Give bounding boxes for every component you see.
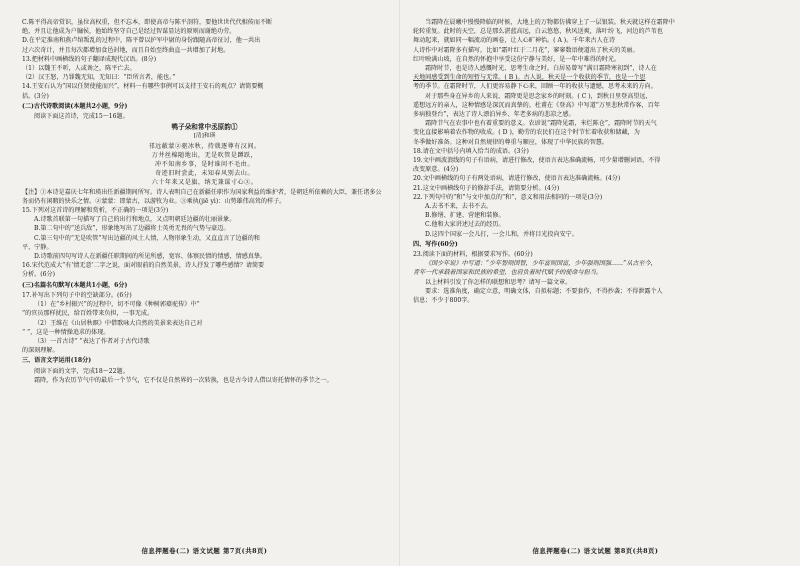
text-line: 舞动起来，就如同一幅流动的画卷，让人心旷神怡。( A )。千年来古人在诗 bbox=[413, 37, 615, 45]
section-heading: 四、写作(60分) bbox=[413, 240, 458, 248]
question-20: 20.文中画横线的句子有两处语病，请进行修改，使语言表达准确流畅。(4分) bbox=[413, 175, 621, 183]
poem-line: 万井丝棉随地出，无是吹管是蹲跃， bbox=[151, 151, 258, 159]
poem-note: 【注】①本诗是嘉庆七年和瑛出任新疆期间所写。诗人表明自己在新疆任职作为国家利益的维护者，是朝廷所依赖的大臣，兼任诸多公务而仍有闲暇的快乐之情。②蒙蒙：即蒙古，以游牧为业。③乘执(jiē yì)：山势雄伟高耸的样子。 bbox=[22, 188, 382, 205]
text-line: 对于那些身在异乡的人来说，霜降更是思念家乡的时刻。( C )，到秋日里登高望远， bbox=[425, 92, 652, 100]
page-footer: 信息押题卷(二) 语文试题 第7页(共8页) bbox=[141, 546, 268, 555]
memo-item: （2）王维在《山居秋暝》中借歌咏大自然的美景来表达自己对 bbox=[34, 319, 203, 327]
option-b: B.第二句中的“送兵敌”，形象地写出了边疆将士英勇无畏的气势与豪迈。 bbox=[34, 225, 230, 233]
text-line: 当霜降在晨曦中慢慢降临的时候，大地上的万物都仿佛穿上了一层银装。秋天就这样在霜降中 bbox=[425, 19, 675, 26]
text-line: 霜降节气在农事中也有着重要的意义。农谚说“霜降见霜，米烂陈仓”，霜降时节的天气 bbox=[425, 120, 657, 128]
question-19: 19.文中画波浪线的句子有语病，请进行修改，使语言表达准确流畅，可少量增删词语，不得 bbox=[413, 157, 661, 165]
essay-material: 青年一代承载着国家和民族的希望，也肩负着时代赋予的使命与担当。 bbox=[413, 269, 602, 277]
text-line: （1）以魏王不听，人或谗之，陈平亡去。 bbox=[22, 65, 136, 73]
text-line: 绝，并且让他成为户牖侯，他始终坚守自己是经过智谋显达的原则而谢绝功劳。 bbox=[22, 28, 236, 36]
section-heading: 三、语言文字运用(18分) bbox=[22, 357, 92, 365]
left-page bbox=[22, 18, 387, 556]
option-d: D.这四个国家一会儿打，一会儿和，并将目光投向安宁。 bbox=[425, 230, 578, 238]
text-line: 平、宁静。 bbox=[22, 243, 53, 251]
text-line: 遥想远方的亲人，这种情感是深沉而真挚的。杜甫在《登高》中写道“万里悲秋常作客，百年 bbox=[413, 101, 660, 109]
option-c: C.第三句中的“无是吹管”写出边疆的风土人情，人物形象生动，又直直言了边疆的和 bbox=[34, 234, 260, 242]
question-16: 16.宋代范成大“有‘情无意’二字之说，面对眼前的自然美景，诗人抒发了哪些感情？请简要 bbox=[22, 262, 265, 270]
text-line: （2）汉王怒，乃罪魏无知，无知曰：“臣所言者，能也。” bbox=[22, 74, 176, 82]
memo-item: ”的官员那样扰民，给百姓带来负担，一事无成。 bbox=[22, 310, 154, 318]
memo-item: （3）一首古诗“ ”表达了作者对于古代诗歌 bbox=[34, 337, 150, 345]
text-line: 变化直接影响着农作物的收成。( D )，勤劳的农民们在这个时节忙着收获和储藏，为 bbox=[413, 129, 640, 137]
text-line: D.在平定淮南和燕卢绾叛乱的过程中，陈平曾以护军中尉的身份跟随高帝征讨，他一共出 bbox=[22, 37, 261, 45]
underlined-line: 天地间感受到生命的短暂与无常。( B )。古人说，秋天是一个收获的季节，也是一个思 bbox=[413, 74, 646, 82]
option-b: B.修缮、扩建、营建和装修。 bbox=[425, 212, 505, 220]
text-line: 改变原意。(4分) bbox=[413, 166, 459, 174]
text-line: 轮转重复。此时的天空，总是那么湛蓝高远，白云悠悠，秋风送爽，落叶纷飞，河边的芦苇也 bbox=[413, 28, 663, 36]
text-line: 过六次奇计，并且每次都增加食邑封地，而且自始至终曲直一共增加了封地。 bbox=[22, 46, 230, 54]
text-line: 括。(3分) bbox=[22, 92, 49, 100]
essay-prompt: 以上材料引发了你怎样的联想和思考？请写一篇文章。 bbox=[425, 278, 572, 286]
page-fold bbox=[399, 0, 400, 566]
option-a: A.去书不来，去书不去。 bbox=[425, 203, 493, 211]
text-line: 分析。(6分) bbox=[22, 271, 56, 279]
text-line: 红叶映满山坡，在自然的怀抱中享受这份宁静与美好，是一年中难得的时光。 bbox=[413, 55, 621, 63]
right-page bbox=[413, 18, 778, 556]
section-heading: (三)名篇名句默写(本题共1小题，6分) bbox=[22, 281, 128, 289]
memo-item: 的深刻理解。 bbox=[22, 347, 59, 355]
option-a: A.诗歌首联第一句描写了自己的出行和地点，又点明朝廷边疆的壮丽景象。 bbox=[34, 216, 236, 224]
option-c: C.他和大家讲述过去的经历。 bbox=[425, 221, 505, 229]
question-14: 14.王安石认为“国以任贤使能而兴”，材料一有哪些事例可以支持王安石的观点？请简要概 bbox=[22, 83, 264, 91]
memo-item: “ ”，这是一种情操追求的体现。 bbox=[22, 328, 110, 336]
text-line: 人诗作中对霜降多有描写，比如“霜叶红于二月花”，寥寥数语便道出了秋天的美丽。 bbox=[413, 46, 639, 54]
question-15: 15.下列对这首诗的理解和赏析，不正确的一项是(3分) bbox=[22, 207, 169, 215]
text-line: 考的季节。在霜降时节，人们更容易静下心来，回顾一年的收获与遗憾，思考未来的方向。 bbox=[413, 83, 657, 91]
question-21: 21.这文中画横线句子的修辞手法，请简要分析。(4分) bbox=[413, 184, 560, 192]
text-line: 多病独登台”，表达了诗人漂泊异乡、年老多病的悲凉之感。 bbox=[413, 111, 575, 119]
poem-line: 冲不知南乡事，是时谁问不毛由。 bbox=[155, 161, 254, 169]
memo-item: （1）在“乡村振兴”的过程中，切不可像《种树郭橐驼传》中“ bbox=[34, 301, 200, 309]
poem-intro: 阅读下面这首诗，完成15～16题。 bbox=[34, 113, 129, 121]
essay-material: 《国少年说》中写道：“少年智则国智，少年富则国富，少年强则国强……”从古至今， bbox=[425, 260, 657, 268]
poem-line: 六十年来又是旗，纳无兼谋寸心③。 bbox=[151, 179, 258, 187]
section-heading: (二)古代诗歌阅读(本题共2小题，9分) bbox=[22, 102, 128, 110]
option-d: D.诗歌前四句写诗人在新疆任职期间的所见所感，宽容、体察民情的情感，情感真挚。 bbox=[34, 253, 267, 261]
question-13: 13.把材料中画横线的句子翻译成现代汉语。(8分) bbox=[22, 55, 157, 63]
question-23: 23.阅读下面的材料，根据要求写作。(60分) bbox=[413, 251, 533, 259]
lang-passage: 霜降，作为农历节气中的最后一个节气，它不仅是自然界的一次转换，也是古今诗人借以寄托情怀的季节之一。 bbox=[34, 376, 333, 384]
poem-title: 鸭子朵和常中丞原韵① bbox=[171, 123, 238, 132]
page-footer: 信息押题卷(二) 语文试题 第8页(共8页) bbox=[532, 546, 659, 555]
question-18: 18.请在文中括号内填入恰当的成语。(3分) bbox=[413, 147, 529, 155]
lang-intro: 阅读下面的文字，完成18～22题。 bbox=[34, 367, 129, 375]
poem-line: 奇迹旧时尝此，未知春风别去山。 bbox=[155, 170, 254, 178]
question-22: 22.下列句中的“和”与文中加点的“和”，意义和用法相同的一项是(3分) bbox=[413, 193, 603, 201]
text-line: 霜降时节，也是诗人感慨时光、思考生命之时。白居易曾写“满目霜降寒初到”，诗人在 bbox=[425, 65, 657, 73]
poem-line: 邗远蔽蒙②驱冰秋，持戟逐尊有汉间。 bbox=[148, 142, 261, 150]
essay-requirements: 要求：选准角度，确定立意，明确文体，自拟标题；不要套作，不得抄袭；不得泄露个人 bbox=[425, 287, 663, 295]
text-line: 冬季做好准备。这种对自然规律的尊重与顺应，体现了中华民族的智慧。 bbox=[413, 138, 608, 146]
essay-requirements: 信息；不少于800字。 bbox=[413, 297, 474, 305]
question-17: 17.补写出下列句子中的空缺部分。(6分) bbox=[22, 291, 132, 299]
poem-author: [清]和瑛 bbox=[193, 133, 216, 140]
text-line: C.陈平得高帝赏识，虽位高权重，但不忘本，即使高帝与陈平剖符，要他世世代代相传而不断 bbox=[22, 19, 273, 26]
